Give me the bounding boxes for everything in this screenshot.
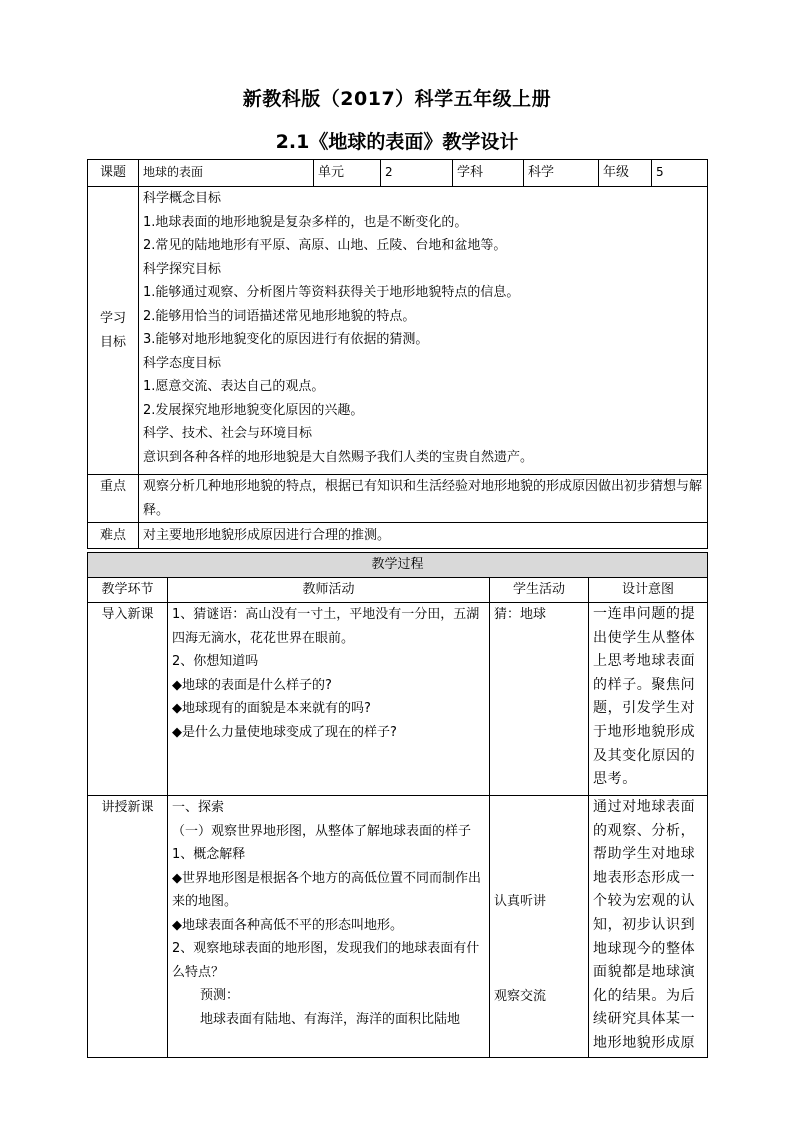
- objective-line: 意识到各种各样的地形地貌是大自然赐予我们人类的宝贵自然遗产。: [143, 449, 534, 465]
- key-point-text: 观察分析几种地形地貌的特点，根据已有知识和生活经验对地形地貌的形成原因做出初步猜想与解释。: [139, 475, 708, 523]
- spacer: [494, 914, 584, 985]
- process-header-row: [88, 578, 708, 603]
- column-header: 学生活动: [490, 578, 589, 603]
- difficulty-label: 难点: [88, 523, 139, 549]
- process-title: 教学过程: [88, 553, 708, 578]
- objective-line: 3.能够对地形地貌变化的原因进行有依据的猜测。: [143, 332, 429, 347]
- objective-line: 科学概念目标: [143, 191, 222, 206]
- topic-value: 地球的表面: [139, 160, 314, 187]
- objective-line: 2.能够用恰当的词语描述常见地形地貌的特点。: [143, 308, 416, 324]
- subject-label: 学科: [453, 160, 524, 187]
- objective-line: 2.常见的陆地地形有平原、高原、山地、丘陵、台地和盆地等。: [143, 238, 507, 253]
- column-header: 设计意图: [589, 578, 708, 603]
- teacher-line: 2、你想知道吗: [172, 654, 259, 669]
- teacher-line: 2、观察地球表面的地形图，发现我们的地球表面有什么特点？: [172, 941, 480, 980]
- teacher-line: 一、探索: [172, 800, 225, 815]
- grade-value: 5: [652, 160, 708, 187]
- spacer: [494, 796, 584, 890]
- document-title: 新教科版（2017）科学五年级上册: [242, 88, 552, 110]
- teacher-line: ◆是什么力量使地球变成了现在的样子?: [172, 724, 397, 740]
- column-header: 教学环节: [88, 578, 168, 603]
- objectives-content: [139, 187, 708, 475]
- subject-value: 科学: [524, 160, 599, 187]
- lesson-info-table: [87, 159, 708, 549]
- column-header: 教师活动: [168, 578, 490, 603]
- teacher-line: 1、猜谜语：高山没有一寸土，平地没有一分田，五湖四海无滴水，花花世界在眼前。: [172, 607, 480, 646]
- objective-line: 1.地球表面的地形地貌是复杂多样的，也是不断变化的。: [143, 214, 468, 230]
- teacher-line: 1、概念解释: [172, 847, 246, 862]
- header-row: [88, 160, 708, 187]
- objective-line: 科学态度目标: [143, 355, 222, 371]
- teaching-process-table: [87, 552, 708, 1058]
- key-point-label: 重点: [88, 475, 139, 523]
- teacher-line: ◆世界地形图是根据各个地方的高低位置不同而制作出来的地图。: [172, 870, 481, 909]
- student-line: 认真听讲: [494, 894, 547, 909]
- document-subtitle: 2.1《地球的表面》教学设计: [275, 131, 519, 153]
- stage-label: 导入新课: [88, 603, 168, 796]
- unit-label: 单元: [314, 160, 381, 187]
- teacher-line: 预测：: [200, 988, 240, 1003]
- teacher-line: （一）观察世界地形图，从整体了解地球表面的样子: [172, 823, 472, 839]
- objectives-label: [88, 187, 139, 475]
- process-title-row: [88, 553, 708, 578]
- objectives-row: [88, 187, 708, 475]
- design-purpose: 通过对地球表面的观察、分析，帮助学生对地球地表形态形成一个较为宏观的认知，初步认识到地球现今的整体面貌都是地球演化的结果。为后续研究具体某一地形地貌形成原: [589, 796, 708, 1058]
- teacher-line: 地球表面有陆地、有海洋，海洋的面积比陆地: [200, 1011, 461, 1027]
- lecture-row: [88, 796, 708, 1058]
- student-activity: 猜：地球: [490, 603, 589, 796]
- grade-label: 年级: [599, 160, 652, 187]
- objective-line: 2.发展探究地形地貌变化原因的兴趣。: [143, 402, 364, 418]
- objectives-label-line: 目标: [99, 334, 126, 350]
- topic-label: 课题: [88, 160, 139, 187]
- objectives-label-line: 学习: [99, 311, 126, 326]
- student-activity: [490, 796, 589, 1058]
- objective-line: 1.能够通过观察、分析图片等资料获得关于地形地貌特点的信息。: [143, 285, 520, 300]
- objective-line: 科学、技术、社会与环境目标: [143, 426, 313, 441]
- teacher-line: ◆地球表面各种高低不平的形态叫地形。: [172, 917, 403, 933]
- teacher-line: ◆地球的表面是什么样子的?: [172, 677, 332, 693]
- teacher-activity: [168, 796, 490, 1058]
- difficulty-text: 对主要地形地貌形成原因进行合理的推测。: [139, 523, 708, 549]
- stage-label: 讲授新课: [88, 796, 168, 1058]
- objective-line: 科学探究目标: [143, 261, 222, 277]
- unit-value: 2: [381, 160, 453, 187]
- key-point-row: [88, 475, 708, 523]
- intro-row: [88, 603, 708, 796]
- student-line: 观察交流: [494, 988, 547, 1004]
- teacher-line: ◆地球现有的面貌是本来就有的吗?: [172, 701, 371, 716]
- difficulty-row: [88, 523, 708, 549]
- teacher-activity: [168, 603, 490, 796]
- design-purpose: 一连串问题的提出使学生从整体上思考地球表面的样子。聚焦问题，引发学生对于地形地貌形成及其变化原因的思考。: [589, 603, 708, 796]
- objective-line: 1.愿意交流、表达自己的观点。: [143, 379, 325, 394]
